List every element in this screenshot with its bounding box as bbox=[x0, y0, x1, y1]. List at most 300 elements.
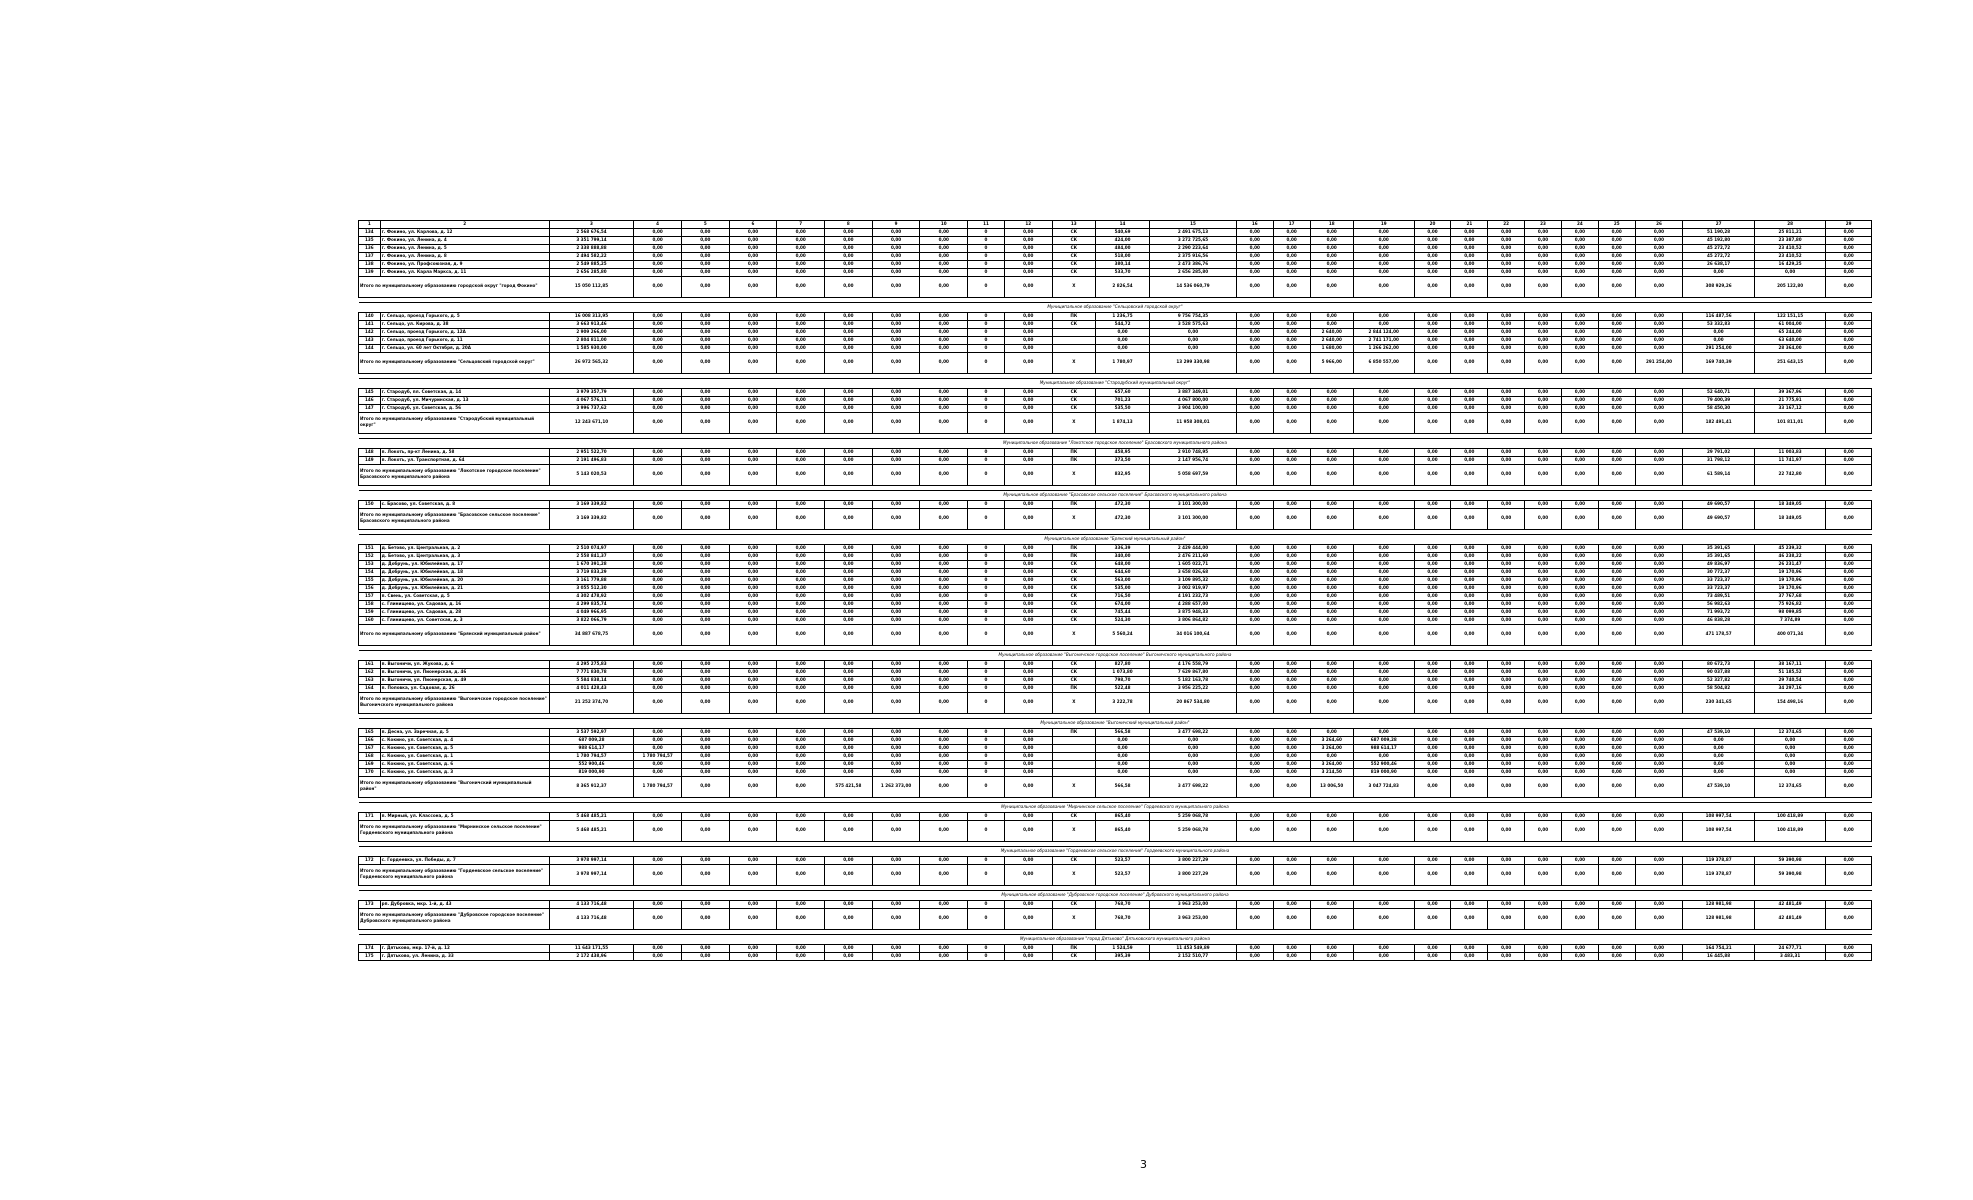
table-cell: 0,00 bbox=[1004, 345, 1052, 353]
table-cell: 11 958 308,01 bbox=[1150, 413, 1237, 434]
table-cell: г. Стародуб, ул. Мичуринская, д. 13 bbox=[380, 397, 549, 405]
table-cell: 0,00 bbox=[1488, 449, 1525, 457]
table-cell: 0,00 bbox=[1561, 745, 1598, 753]
table-cell: 0,00 bbox=[1236, 909, 1273, 930]
table-cell: 170 bbox=[359, 769, 381, 777]
table-cell: 0,00 bbox=[920, 569, 968, 577]
table-cell: 0,00 bbox=[1273, 561, 1310, 569]
table-cell: 0,00 bbox=[1598, 661, 1635, 669]
table-cell: 0,00 bbox=[1826, 321, 1872, 329]
table-row bbox=[359, 397, 1872, 405]
table-cell: 0,00 bbox=[1273, 677, 1310, 685]
table-cell: 37 767,68 bbox=[1754, 593, 1826, 601]
table-cell: 21 252 374,70 bbox=[549, 693, 634, 714]
table-cell: 0,00 bbox=[1561, 865, 1598, 886]
table-cell: 0,00 bbox=[1353, 669, 1414, 677]
table-cell: 3 978 997,14 bbox=[549, 865, 634, 886]
table-cell: 0,00 bbox=[1488, 245, 1525, 253]
table-cell: 0,00 bbox=[1451, 405, 1488, 413]
table-cell: 0,00 bbox=[920, 945, 968, 953]
table-cell: 0,00 bbox=[1273, 457, 1310, 465]
table-cell: 8 365 912,37 bbox=[549, 777, 634, 798]
table-cell: 0,00 bbox=[1488, 745, 1525, 753]
table-cell: 524,30 bbox=[1095, 617, 1149, 625]
table-cell: 0,00 bbox=[1310, 561, 1353, 569]
table-cell: 0,00 bbox=[1826, 857, 1872, 865]
table-cell: 0,00 bbox=[920, 669, 968, 677]
table-cell: 0,00 bbox=[1451, 577, 1488, 585]
table-cell: 4 302 478,92 bbox=[549, 593, 634, 601]
table-cell: 0,00 bbox=[1826, 405, 1872, 413]
table-cell: 5 143 020,53 bbox=[549, 465, 634, 486]
table-cell: 0,00 bbox=[729, 669, 777, 677]
table-cell: 0,00 bbox=[1826, 313, 1872, 321]
table-cell: 0,00 bbox=[1004, 329, 1052, 337]
capital-repair-table bbox=[358, 220, 1872, 965]
table-cell: 0,00 bbox=[920, 821, 968, 842]
table-cell: 0,00 bbox=[729, 405, 777, 413]
table-cell: 0,00 bbox=[1236, 245, 1273, 253]
table-cell: 0,00 bbox=[1236, 769, 1273, 777]
table-cell: 0,00 bbox=[729, 753, 777, 761]
table-cell: г. Сельцо, ул. 60 лет Октября, д. 20А bbox=[380, 345, 549, 353]
table-cell: 2 172 438,96 bbox=[549, 953, 634, 961]
table-cell: 148 bbox=[359, 449, 381, 457]
table-cell: 0,00 bbox=[1525, 457, 1562, 465]
table-cell: СК bbox=[1052, 601, 1095, 609]
table-cell: 424,00 bbox=[1095, 237, 1149, 245]
table-cell: 0 bbox=[968, 769, 1005, 777]
table-cell: 0,00 bbox=[634, 389, 682, 397]
table-cell: 0,00 bbox=[1236, 509, 1273, 530]
table-cell: СК bbox=[1052, 405, 1095, 413]
table-cell: 0,00 bbox=[1826, 337, 1872, 345]
table-cell: 0,00 bbox=[872, 449, 920, 457]
table-cell: 19 bbox=[1353, 221, 1414, 229]
table-cell: 0,00 bbox=[1414, 677, 1451, 685]
table-cell: 0,00 bbox=[681, 945, 729, 953]
table-cell: 472,30 bbox=[1095, 501, 1149, 509]
table-cell: 0 bbox=[968, 865, 1005, 886]
table-cell: 0,00 bbox=[729, 345, 777, 353]
table-cell: 3 214,50 bbox=[1310, 769, 1353, 777]
table-cell: 7 bbox=[777, 221, 825, 229]
table-cell: 0,00 bbox=[1004, 269, 1052, 277]
spreadsheet-page bbox=[358, 220, 1872, 965]
table-cell: 0,00 bbox=[729, 229, 777, 237]
table-cell: 0,00 bbox=[1236, 729, 1273, 737]
table-cell: 0,00 bbox=[825, 909, 873, 930]
table-row bbox=[359, 753, 1872, 761]
table-cell: 0,00 bbox=[1451, 953, 1488, 961]
table-cell: 0,00 bbox=[1635, 625, 1683, 646]
table-cell: 0,00 bbox=[1451, 269, 1488, 277]
table-cell: 0,00 bbox=[681, 953, 729, 961]
table-cell: 0,00 bbox=[681, 501, 729, 509]
table-row bbox=[359, 729, 1872, 737]
table-cell: 45 272,72 bbox=[1683, 245, 1755, 253]
table-cell: 0,00 bbox=[777, 397, 825, 405]
table-cell: 0,00 bbox=[681, 777, 729, 798]
table-cell: 0,00 bbox=[872, 745, 920, 753]
table-cell: 0,00 bbox=[1353, 585, 1414, 593]
table-cell: 0,00 bbox=[1635, 661, 1683, 669]
table-cell: 0,00 bbox=[777, 821, 825, 842]
table-cell: 0,00 bbox=[1004, 585, 1052, 593]
table-cell: 0,00 bbox=[825, 457, 873, 465]
table-cell: 0,00 bbox=[1451, 677, 1488, 685]
table-cell: 0,00 bbox=[1525, 449, 1562, 457]
table-cell: 0,00 bbox=[1488, 769, 1525, 777]
table-cell: 0,00 bbox=[1525, 245, 1562, 253]
table-cell: 0,00 bbox=[1273, 753, 1310, 761]
table-cell: 0,00 bbox=[825, 901, 873, 909]
table-cell: 0,00 bbox=[681, 661, 729, 669]
table-cell: 0,00 bbox=[1414, 405, 1451, 413]
table-cell: 0,00 bbox=[1683, 337, 1755, 345]
table-cell: 0,00 bbox=[1561, 277, 1598, 298]
table-cell: 0,00 bbox=[1451, 685, 1488, 693]
table-row bbox=[359, 601, 1872, 609]
table-cell: 1 585 930,00 bbox=[549, 345, 634, 353]
table-cell: 171 bbox=[359, 813, 381, 821]
table-cell: Итого по муниципальному образованию "Брасовское сельское поселение" Брасовского муниципального района bbox=[359, 509, 550, 530]
table-cell: 0,00 bbox=[872, 245, 920, 253]
table-cell: 0 bbox=[968, 737, 1005, 745]
table-cell: 0,00 bbox=[1525, 617, 1562, 625]
table-cell: 0,00 bbox=[777, 269, 825, 277]
table-cell: 169 740,39 bbox=[1683, 353, 1755, 374]
table-cell: 0,00 bbox=[1525, 389, 1562, 397]
table-cell: 2 476 211,60 bbox=[1150, 553, 1237, 561]
table-cell: 0,00 bbox=[1826, 821, 1872, 842]
table-cell: 0,00 bbox=[1414, 953, 1451, 961]
table-cell: 3 222,78 bbox=[1095, 693, 1149, 714]
table-cell: 0 bbox=[968, 561, 1005, 569]
table-cell: 0,00 bbox=[1451, 593, 1488, 601]
table-cell: 0,00 bbox=[1451, 457, 1488, 465]
table-cell: 336,39 bbox=[1095, 545, 1149, 553]
table-cell: 0,00 bbox=[920, 389, 968, 397]
table-cell: 0,00 bbox=[825, 405, 873, 413]
table-cell: г. Дятьково, мкр. 17-й, д. 12 bbox=[380, 945, 549, 953]
table-cell: 0,00 bbox=[872, 865, 920, 886]
table-cell: 34 887 678,75 bbox=[549, 625, 634, 646]
table-cell: 0,00 bbox=[1236, 865, 1273, 886]
table-cell: 1 670 391,28 bbox=[549, 561, 634, 569]
table-cell: 1 874,13 bbox=[1095, 413, 1149, 434]
table-cell: 472,30 bbox=[1095, 509, 1149, 530]
table-cell: 0,00 bbox=[681, 617, 729, 625]
table-cell: 0,00 bbox=[872, 569, 920, 577]
table-cell: 0,00 bbox=[1635, 593, 1683, 601]
table-cell: 0,00 bbox=[1004, 237, 1052, 245]
table-cell: 2 656 285,80 bbox=[1150, 269, 1237, 277]
table-cell: 518,00 bbox=[1095, 253, 1149, 261]
table-cell: 0,00 bbox=[634, 253, 682, 261]
table-cell: 5 584 838,14 bbox=[549, 677, 634, 685]
table-cell: СК bbox=[1052, 389, 1095, 397]
table-cell: 0,00 bbox=[1273, 693, 1310, 714]
table-cell: СК bbox=[1052, 669, 1095, 677]
table-cell: 158 bbox=[359, 601, 381, 609]
table-cell: 0,00 bbox=[634, 737, 682, 745]
table-cell: 0,00 bbox=[1353, 593, 1414, 601]
table-cell: 0,00 bbox=[825, 601, 873, 609]
table-cell: 552 900,46 bbox=[1353, 761, 1414, 769]
table-cell: 0,00 bbox=[634, 857, 682, 865]
table-cell: 0,00 bbox=[1561, 501, 1598, 509]
table-cell: 2 152 510,77 bbox=[1150, 953, 1237, 961]
table-cell: 0,00 bbox=[1414, 577, 1451, 585]
table-cell: 484,00 bbox=[1095, 245, 1149, 253]
table-cell: 0,00 bbox=[825, 813, 873, 821]
subtotal-row bbox=[359, 693, 1872, 714]
table-cell: 0,00 bbox=[825, 585, 873, 593]
table-cell: 13 bbox=[1052, 221, 1095, 229]
table-cell: 29 791,02 bbox=[1683, 449, 1755, 457]
table-cell: 0,00 bbox=[1826, 413, 1872, 434]
table-cell: 0,00 bbox=[1273, 813, 1310, 821]
column-number-row bbox=[359, 221, 1872, 229]
table-cell: 0,00 bbox=[920, 545, 968, 553]
table-cell: ПК bbox=[1052, 313, 1095, 321]
table-cell: 42 481,49 bbox=[1754, 901, 1826, 909]
table-cell: 0,00 bbox=[825, 761, 873, 769]
table-cell: 0,00 bbox=[1414, 685, 1451, 693]
table-cell: 535,50 bbox=[1095, 405, 1149, 413]
table-cell: СК bbox=[1052, 677, 1095, 685]
table-cell: 0,00 bbox=[729, 585, 777, 593]
table-cell: 3 264,00 bbox=[1310, 761, 1353, 769]
table-cell: 0,00 bbox=[1826, 945, 1872, 953]
table-cell: 0,00 bbox=[1451, 813, 1488, 821]
municipality-heading-row bbox=[359, 935, 1872, 945]
table-cell: 0,00 bbox=[729, 737, 777, 745]
table-cell: 0,00 bbox=[634, 413, 682, 434]
table-cell: 0,00 bbox=[920, 253, 968, 261]
table-cell: 0,00 bbox=[1273, 945, 1310, 953]
table-cell: 0,00 bbox=[1451, 345, 1488, 353]
table-cell: 0,00 bbox=[1451, 821, 1488, 842]
table-cell: 819 000,90 bbox=[549, 769, 634, 777]
table-cell: 0,00 bbox=[1310, 625, 1353, 646]
table-cell: 0,00 bbox=[1310, 321, 1353, 329]
table-cell: 166 bbox=[359, 737, 381, 745]
table-cell: 0,00 bbox=[1525, 909, 1562, 930]
table-cell: 0,00 bbox=[777, 389, 825, 397]
table-cell: 0,00 bbox=[777, 345, 825, 353]
table-cell: 0,00 bbox=[1525, 313, 1562, 321]
table-cell: 0,00 bbox=[825, 465, 873, 486]
table-cell: 0,00 bbox=[1488, 397, 1525, 405]
table-cell: 51 190,28 bbox=[1683, 229, 1755, 237]
table-cell: 5 468 485,21 bbox=[549, 813, 634, 821]
table-cell: 52 327,82 bbox=[1683, 677, 1755, 685]
table-cell: 0,00 bbox=[1236, 229, 1273, 237]
table-cell: 0,00 bbox=[729, 729, 777, 737]
table-cell: 2 910 748,95 bbox=[1150, 449, 1237, 457]
table-cell: Итого по муниципальному образованию "Выгоничский муниципальный район" bbox=[359, 777, 550, 798]
table-cell: 0,00 bbox=[681, 669, 729, 677]
table-cell: 26 231,47 bbox=[1754, 561, 1826, 569]
table-cell: 471 178,57 bbox=[1683, 625, 1755, 646]
table-cell: 0,00 bbox=[1488, 617, 1525, 625]
table-cell: 71 993,72 bbox=[1683, 609, 1755, 617]
table-cell: 0,00 bbox=[1635, 569, 1683, 577]
table-cell: 0,00 bbox=[634, 813, 682, 821]
table-cell: 0,00 bbox=[1488, 729, 1525, 737]
table-cell: 0,00 bbox=[1273, 261, 1310, 269]
table-cell: 3 264,00 bbox=[1310, 745, 1353, 753]
table-cell: 0,00 bbox=[1236, 545, 1273, 553]
table-cell: 291 254,00 bbox=[1683, 345, 1755, 353]
table-cell: 134 bbox=[359, 229, 381, 237]
table-cell: 0,00 bbox=[920, 609, 968, 617]
table-cell: 0,00 bbox=[1414, 745, 1451, 753]
table-cell: 11 741,97 bbox=[1754, 457, 1826, 465]
table-cell: 0,00 bbox=[1353, 617, 1414, 625]
subtotal-row bbox=[359, 277, 1872, 298]
table-cell: 0,00 bbox=[777, 761, 825, 769]
table-cell: 0,00 bbox=[920, 693, 968, 714]
table-cell: 0,00 bbox=[1451, 753, 1488, 761]
table-cell: 0,00 bbox=[1451, 769, 1488, 777]
table-cell: 0,00 bbox=[1525, 405, 1562, 413]
table-cell: 0,00 bbox=[1826, 813, 1872, 821]
table-cell: 0 bbox=[968, 601, 1005, 609]
table-cell: 0,00 bbox=[1635, 329, 1683, 337]
table-cell: 0,00 bbox=[1414, 457, 1451, 465]
table-cell: 0,00 bbox=[1310, 313, 1353, 321]
table-cell: СК bbox=[1052, 397, 1095, 405]
table-cell: 0,00 bbox=[1353, 321, 1414, 329]
table-cell: 0,00 bbox=[1353, 465, 1414, 486]
table-cell: 0,00 bbox=[1488, 813, 1525, 821]
table-cell: 33 723,37 bbox=[1683, 577, 1755, 585]
table-cell: 0,00 bbox=[1004, 677, 1052, 685]
table-cell: 0,00 bbox=[777, 229, 825, 237]
table-cell: 0,00 bbox=[1598, 397, 1635, 405]
table-cell: 0,00 bbox=[920, 593, 968, 601]
table-cell: 0,00 bbox=[872, 585, 920, 593]
table-cell: 0,00 bbox=[1488, 329, 1525, 337]
table-cell: 0,00 bbox=[634, 593, 682, 601]
table-cell: 0,00 bbox=[634, 909, 682, 930]
table-cell: 0,00 bbox=[1150, 337, 1237, 345]
table-cell: 0,00 bbox=[777, 237, 825, 245]
table-cell: 1 073,80 bbox=[1095, 669, 1149, 677]
table-cell: 0,00 bbox=[1353, 545, 1414, 553]
table-cell: СК bbox=[1052, 585, 1095, 593]
table-cell: 0,00 bbox=[681, 389, 729, 397]
table-cell: 0,00 bbox=[1414, 229, 1451, 237]
table-cell: 0,00 bbox=[634, 769, 682, 777]
table-cell: 0,00 bbox=[920, 953, 968, 961]
table-cell: 0,00 bbox=[1310, 593, 1353, 601]
table-cell: 22 742,80 bbox=[1754, 465, 1826, 486]
table-cell: X bbox=[1052, 865, 1095, 886]
table-cell: 0,00 bbox=[872, 821, 920, 842]
table-cell: 0,00 bbox=[1561, 321, 1598, 329]
table-cell: 0,00 bbox=[1414, 569, 1451, 577]
table-cell: 0,00 bbox=[1273, 901, 1310, 909]
table-cell: 0,00 bbox=[777, 545, 825, 553]
table-cell: Итого по муниципальному образованию "Брянский муниципальный район" bbox=[359, 625, 550, 646]
table-cell: 0,00 bbox=[872, 329, 920, 337]
table-cell: 0,00 bbox=[729, 261, 777, 269]
table-cell: 0,00 bbox=[1004, 261, 1052, 269]
table-cell: 0,00 bbox=[1273, 245, 1310, 253]
table-cell: Итого по муниципальному образованию "Стародубский муниципальный округ" bbox=[359, 413, 550, 434]
table-cell: 1 266 262,00 bbox=[1353, 345, 1414, 353]
table-cell: 23 410,52 bbox=[1754, 253, 1826, 261]
table-cell: 0,00 bbox=[1561, 585, 1598, 593]
table-cell: 0,00 bbox=[1451, 545, 1488, 553]
table-cell: 0,00 bbox=[1451, 777, 1488, 798]
table-cell: 0,00 bbox=[1236, 625, 1273, 646]
table-cell: п. Десна, ул. Заречная, д. 5 bbox=[380, 729, 549, 737]
table-cell: д. Бетово, ул. Центральная, д. 3 bbox=[380, 553, 549, 561]
table-cell: Муниципальное образование "Дубровское городское поселение" Дубровского муниципального района bbox=[359, 891, 1872, 901]
table-cell: 0,00 bbox=[1004, 617, 1052, 625]
table-cell: с. Кокино, ул. Советская, д. 1 bbox=[380, 753, 549, 761]
table-cell: 0,00 bbox=[1353, 577, 1414, 585]
table-cell: 0 bbox=[968, 569, 1005, 577]
table-cell: 0,00 bbox=[1273, 337, 1310, 345]
table-cell: 0,00 bbox=[1004, 865, 1052, 886]
table-cell: 0,00 bbox=[1273, 761, 1310, 769]
table-row bbox=[359, 761, 1872, 769]
table-cell: 0,00 bbox=[920, 625, 968, 646]
table-cell: 0 bbox=[968, 857, 1005, 865]
table-cell: X bbox=[1052, 625, 1095, 646]
table-cell: 0,00 bbox=[1353, 609, 1414, 617]
table-cell: 0,00 bbox=[825, 245, 873, 253]
table-cell: 128 981,98 bbox=[1683, 909, 1755, 930]
table-cell: с. Брасово, ул. Советская, д. 8 bbox=[380, 501, 549, 509]
table-cell: 0,00 bbox=[1353, 277, 1414, 298]
table-cell: 28 364,00 bbox=[1754, 345, 1826, 353]
table-cell: 2 558 841,37 bbox=[549, 553, 634, 561]
table-cell: 0 bbox=[968, 397, 1005, 405]
table-cell: 4 049 966,95 bbox=[549, 609, 634, 617]
table-cell: 0,00 bbox=[1488, 669, 1525, 677]
table-cell: 0,00 bbox=[1353, 945, 1414, 953]
table-cell: 0,00 bbox=[1451, 261, 1488, 269]
table-cell: 0,00 bbox=[1273, 737, 1310, 745]
table-cell: 0,00 bbox=[1826, 777, 1872, 798]
table-cell: 0,00 bbox=[1310, 685, 1353, 693]
table-cell: 0,00 bbox=[1236, 945, 1273, 953]
table-cell: с. Кокино, ул. Советская, д. 3 bbox=[380, 769, 549, 777]
table-cell: 3 bbox=[549, 221, 634, 229]
table-cell: г. Фокино, ул. Ленина, д. 4 bbox=[380, 237, 549, 245]
subtotal-row bbox=[359, 865, 1872, 886]
table-cell: 0,00 bbox=[1525, 561, 1562, 569]
table-cell: 0,00 bbox=[1635, 337, 1683, 345]
table-cell: 3 978 997,14 bbox=[549, 857, 634, 865]
table-cell: 65 244,00 bbox=[1754, 329, 1826, 337]
table-cell: 0,00 bbox=[1635, 561, 1683, 569]
table-cell: 1 780 794,57 bbox=[549, 753, 634, 761]
table-cell: 61 004,00 bbox=[1754, 321, 1826, 329]
table-cell: 0,00 bbox=[1451, 553, 1488, 561]
table-cell: 46 838,28 bbox=[1683, 617, 1755, 625]
table-cell: 0,00 bbox=[1826, 953, 1872, 961]
table-cell: 0,00 bbox=[825, 865, 873, 886]
table-cell: 5 259 068,78 bbox=[1150, 813, 1237, 821]
